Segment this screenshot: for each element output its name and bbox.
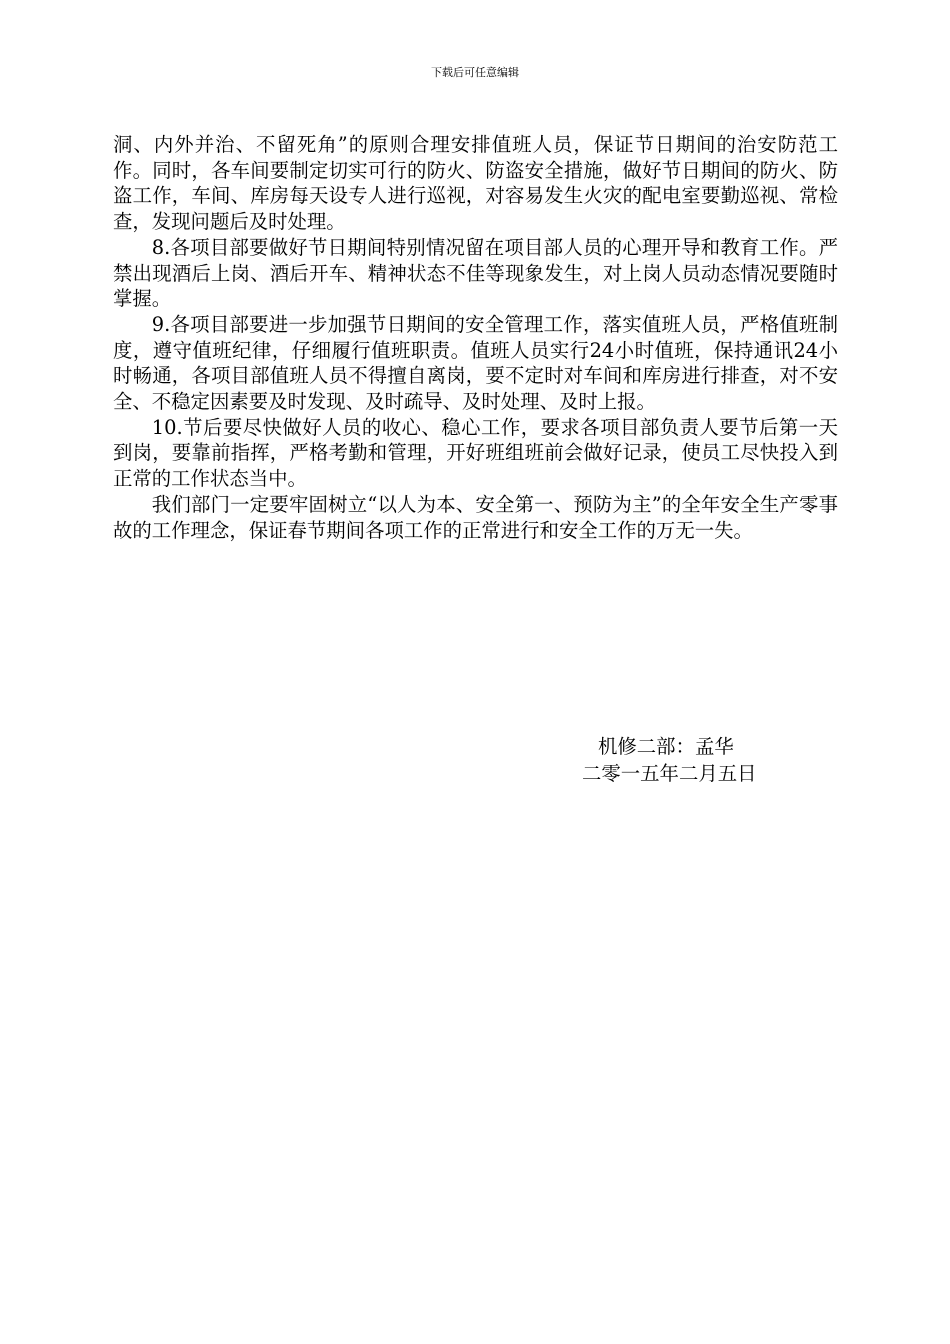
paragraph-item-9: 9.各项目部要进一步加强节日期间的安全管理工作，落实值班人员，严格值班制度，遵守值班纪律，仔细履行值班职责。值班人员实行24小时值班，保持通讯24小时畅通，各项目部值班人员不得擅自离岗，要不定时对车间和库房进行排查，对不安全、不稳定因素要及时发现、及时疏导、及时处理、及时上报。 — [113, 312, 838, 414]
signature-department: 机修二部：孟华 — [598, 735, 734, 758]
signature-block — [582, 733, 842, 787]
paragraph-security-continued: 洞、内外并治、不留死角”的原则合理安排值班人员，保证节日期间的治安防范工作。同时，各车间要制定切实可行的防火、防盗安全措施，做好节日期间的防火、防盗工作，车间、库房每天设专人进行巡视，对容易发生火灾的配电室要勤巡视、常检查，发现问题后及时处理。 — [113, 133, 838, 234]
paragraph-conclusion: 我们部门一定要牢固树立“以人为本、安全第一、预防为主”的全年安全生产零事故的工作理念，保证春节期间各项工作的正常进行和安全工作的万无一失。 — [113, 492, 838, 542]
document-body — [113, 132, 838, 543]
paragraph-item-10: 10.节后要尽快做好人员的收心、稳心工作，要求各项目部负责人要节后第一天到岗，要靠前指挥，严格考勤和管理，开好班组班前会做好记录，使员工尽快投入到正常的工作状态当中。 — [113, 415, 838, 491]
page-header-note: 下载后可任意编辑 — [431, 66, 519, 79]
paragraph-item-8: 8.各项目部要做好节日期间特别情况留在项目部人员的心理开导和教育工作。严禁出现酒后上岗、酒后开车、精神状态不佳等现象发生，对上岗人员动态情况要随时掌握。 — [113, 235, 838, 311]
signature-date: 二零一五年二月五日 — [582, 762, 757, 785]
